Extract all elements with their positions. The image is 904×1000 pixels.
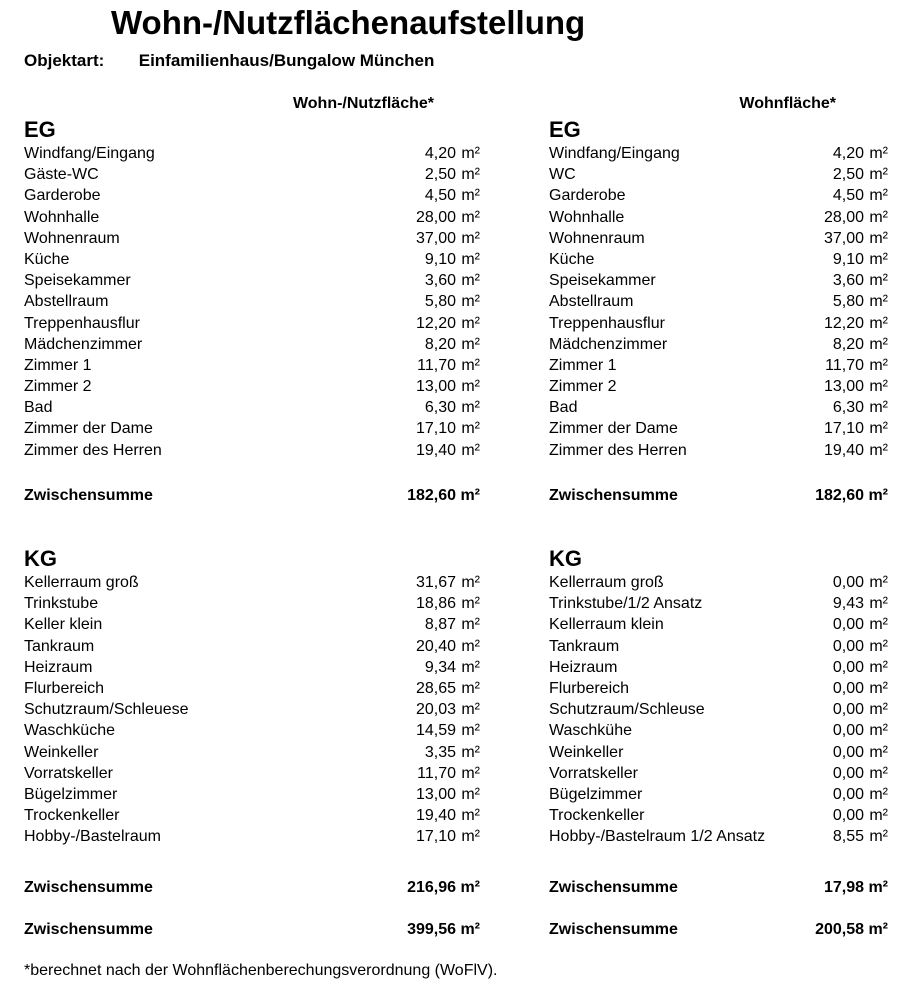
unit-label: m² [461,679,480,697]
unit-label: m² [869,574,888,591]
area-row [24,572,480,593]
area-row [549,614,888,635]
room-name: Hobby-/Bastelraum 1/2 Ansatz [549,828,766,846]
area-row [24,784,480,805]
room-name: Heizraum [549,658,618,676]
room-name: Vorratskeller [24,764,113,782]
subtotal-label: Zwischensumme [549,879,678,896]
area-value: 13,00 [415,378,456,396]
unit-label: m² [461,420,480,438]
area-row [549,720,888,741]
room-name: Tankraum [549,637,620,655]
area-value: 12,20 [415,314,456,332]
object-type-label: Objektart: [24,51,105,70]
room-name: Garderobe [24,187,101,205]
area-row [24,826,480,847]
area-value: 3,60 [832,272,864,290]
area-value: 8,20 [832,335,864,353]
unit-label: m² [869,743,888,761]
left-eg-section [24,117,480,461]
room-name: Heizraum [24,658,93,676]
room-name: Waschküche [24,722,115,740]
area-row [549,397,888,418]
room-name: Zimmer 2 [24,378,92,396]
area-value: 37,00 [823,229,864,247]
room-name: Zimmer des Herren [24,441,162,459]
area-row [24,805,480,826]
area-row [24,228,480,249]
unit-label: m² [869,187,888,205]
area-row [24,763,480,784]
right-total-row [549,919,888,940]
unit-label: m² [461,595,480,613]
area-value: 13,00 [415,785,456,803]
area-value: 4,50 [832,187,864,205]
left-eg-rows [24,143,480,461]
room-name: Gäste-WC [24,166,99,184]
room-name: Küche [24,250,70,268]
area-value: 0,00 [832,764,864,782]
left-eg-subtotal-row [24,485,480,506]
room-name: Weinkeller [24,743,99,761]
object-type-line [24,51,434,71]
area-value: 3,60 [424,272,456,290]
unit-label: m² [869,378,888,396]
unit-label: m² [460,487,480,504]
unit-label: m² [868,487,888,504]
total-label: Zwischensumme [549,921,678,938]
left-kg-title: KG [24,546,57,571]
unit-label: m² [869,764,888,782]
unit-label: m² [460,921,480,938]
area-value: 0,00 [832,722,864,740]
area-row [549,763,888,784]
left-kg-subtotal-block [24,877,480,898]
area-row [549,270,888,291]
area-value: 17,10 [415,420,456,438]
room-name: Wohnenraum [24,229,120,247]
area-row [549,742,888,763]
area-value: 8,87 [424,616,456,634]
unit-label: m² [461,574,480,591]
room-name: Bügelzimmer [24,785,118,803]
area-value: 19,40 [415,807,456,825]
area-value: 9,43 [832,595,864,613]
right-kg-title: KG [549,546,582,571]
area-row [24,440,480,461]
footnote: *berechnet nach der Wohnflächenberechungsverordnung (WoFlV). [24,962,498,979]
object-type-value: Einfamilienhaus/Bungalow München [138,51,435,70]
left-column-heading: Wohn-/Nutzfläche* [292,95,434,112]
area-value: 11,70 [417,764,456,782]
area-row [24,657,480,678]
area-row [24,376,480,397]
room-name: Tankraum [24,637,95,655]
unit-label: m² [461,701,480,719]
room-name: Windfang/Eingang [24,145,155,162]
room-name: Kellerraum klein [549,616,664,634]
area-value: 8,55 [832,828,864,846]
area-row [549,355,888,376]
area-value: 0,00 [832,679,864,697]
area-value: 8,20 [424,335,456,353]
area-row [24,355,480,376]
room-name: Zimmer des Herren [549,441,687,459]
room-name: Bad [24,399,53,417]
left-kg-rows [24,572,480,847]
area-value: 31,67 [415,574,456,591]
unit-label: m² [869,595,888,613]
left-total-row [24,919,480,940]
unit-label: m² [461,356,480,374]
area-row [549,418,888,439]
area-row [549,313,888,334]
room-name: Treppenhausflur [24,314,140,332]
area-row [24,185,480,206]
room-name: Trockenkeller [24,807,120,825]
left-eg-title: EG [24,117,56,142]
area-value: 6,30 [832,399,864,417]
area-row [549,699,888,720]
unit-label: m² [869,356,888,374]
subtotal-value: 216,96 [407,879,456,896]
area-value: 20,40 [415,637,456,655]
subtotal-value: 182,60 [407,487,456,504]
unit-label: m² [461,378,480,396]
area-value: 11,70 [417,356,456,374]
right-kg-section [549,546,888,847]
room-name: Bügelzimmer [549,785,643,803]
unit-label: m² [461,399,480,417]
left-total-block [24,919,480,940]
area-value: 4,20 [424,145,456,162]
unit-label: m² [461,637,480,655]
area-row [549,249,888,270]
room-name: Keller klein [24,616,103,634]
room-name: Zimmer 2 [549,378,617,396]
room-name: Treppenhausflur [549,314,665,332]
room-name: Speisekammer [549,272,656,290]
room-name: Mädchenzimmer [549,335,668,353]
subtotal-label: Zwischensumme [24,879,153,896]
unit-label: m² [461,250,480,268]
unit-label: m² [461,145,480,162]
subtotal-label: Zwischensumme [24,487,153,504]
area-row [24,334,480,355]
area-value: 0,00 [832,807,864,825]
room-name: WC [549,166,576,184]
area-value: 4,20 [832,145,864,162]
room-name: Küche [549,250,595,268]
subtotal-label: Zwischensumme [549,487,678,504]
left-kg-subtotal-row [24,877,480,898]
right-eg-rows [549,143,888,461]
unit-label: m² [461,187,480,205]
area-value: 3,35 [424,743,456,761]
total-value: 200,58 [815,921,864,938]
room-name: Zimmer der Dame [24,420,153,438]
area-value: 2,50 [832,166,864,184]
area-value: 20,03 [415,701,456,719]
area-row [549,334,888,355]
left-kg-section [24,546,480,847]
subtotal-value: 182,60 [815,487,864,504]
room-name: Flurbereich [549,679,630,697]
unit-label: m² [461,722,480,740]
unit-label: m² [461,743,480,761]
area-value: 13,00 [823,378,864,396]
room-name: Zimmer 1 [549,356,617,374]
area-value: 12,20 [823,314,864,332]
area-row [549,143,888,164]
unit-label: m² [461,764,480,782]
unit-label: m² [461,807,480,825]
area-value: 0,00 [832,616,864,634]
area-row [24,397,480,418]
room-name: Vorratskeller [549,764,638,782]
unit-label: m² [461,208,480,226]
area-value: 9,34 [424,658,456,676]
unit-label: m² [868,879,888,896]
room-name: Mädchenzimmer [24,335,143,353]
area-row [24,720,480,741]
area-row [24,636,480,657]
total-value: 399,56 [407,921,456,938]
unit-label: m² [461,314,480,332]
area-row [549,826,888,847]
unit-label: m² [869,658,888,676]
left-eg-subtotal-block [24,485,480,506]
unit-label: m² [869,441,888,459]
room-name: Zimmer 1 [24,356,92,374]
unit-label: m² [869,250,888,268]
right-eg-subtotal-block [549,485,888,506]
unit-label: m² [869,166,888,184]
unit-label: m² [461,229,480,247]
room-name: Speisekammer [24,272,131,290]
unit-label: m² [869,229,888,247]
unit-label: m² [869,420,888,438]
right-kg-subtotal-row [549,877,888,898]
area-row [549,805,888,826]
area-row [549,164,888,185]
room-name: Windfang/Eingang [549,145,680,162]
area-value: 0,00 [832,574,864,591]
area-value: 9,10 [424,250,456,268]
room-name: Schutzraum/Schleuese [24,701,189,719]
room-name: Zimmer der Dame [549,420,678,438]
unit-label: m² [460,879,480,896]
room-name: Trockenkeller [549,807,645,825]
area-row [549,228,888,249]
room-name: Kellerraum groß [24,574,139,591]
area-value: 28,00 [823,208,864,226]
area-row [549,440,888,461]
area-row [549,207,888,228]
room-name: Abstellraum [549,293,634,311]
unit-label: m² [869,208,888,226]
right-kg-subtotal-block [549,877,888,898]
unit-label: m² [461,166,480,184]
area-value: 6,30 [424,399,456,417]
subtotal-value: 17,98 [823,879,864,896]
area-row [24,143,480,164]
area-row [549,657,888,678]
area-value: 17,10 [415,828,456,846]
area-row [24,207,480,228]
area-row [549,376,888,397]
right-eg-subtotal-row [549,485,888,506]
area-value: 18,86 [415,595,456,613]
area-value: 0,00 [832,743,864,761]
area-value: 9,10 [832,250,864,268]
right-eg-title: EG [549,117,581,142]
room-name: Waschkühe [549,722,632,740]
area-value: 28,65 [415,679,456,697]
unit-label: m² [461,658,480,676]
unit-label: m² [868,921,888,938]
area-value: 0,00 [832,637,864,655]
area-row [549,593,888,614]
room-name: Wohnenraum [549,229,645,247]
area-row [549,291,888,312]
area-value: 19,40 [823,441,864,459]
unit-label: m² [869,314,888,332]
area-row [549,784,888,805]
unit-label: m² [869,293,888,311]
right-kg-rows [549,572,888,847]
area-value: 17,10 [823,420,864,438]
area-value: 5,80 [832,293,864,311]
area-row [549,572,888,593]
room-name: Garderobe [549,187,626,205]
area-row [549,636,888,657]
room-name: Kellerraum groß [549,574,664,591]
unit-label: m² [869,679,888,697]
area-row [24,164,480,185]
area-value: 0,00 [832,658,864,676]
unit-label: m² [869,785,888,803]
area-row [24,614,480,635]
room-name: Wohnhalle [24,208,100,226]
area-row [24,593,480,614]
document-title: Wohn-/Nutzflächenaufstellung [111,4,586,41]
room-name: Wohnhalle [549,208,625,226]
unit-label: m² [869,399,888,417]
room-name: Flurbereich [24,679,105,697]
unit-label: m² [869,828,888,846]
unit-label: m² [461,272,480,290]
unit-label: m² [869,807,888,825]
area-row [24,313,480,334]
unit-label: m² [869,701,888,719]
room-name: Trinkstube [24,595,99,613]
area-value: 14,59 [415,722,456,740]
area-row [24,418,480,439]
room-name: Schutzraum/Schleuse [549,701,705,719]
room-name: Bad [549,399,578,417]
unit-label: m² [461,293,480,311]
area-value: 0,00 [832,701,864,719]
area-value: 37,00 [415,229,456,247]
area-row [24,742,480,763]
unit-label: m² [869,272,888,290]
room-name: Trinkstube/1/2 Ansatz [549,595,703,613]
right-total-block [549,919,888,940]
unit-label: m² [461,616,480,634]
area-row [24,249,480,270]
area-value: 4,50 [424,187,456,205]
area-row [24,699,480,720]
area-value: 28,00 [415,208,456,226]
right-eg-section [549,117,888,461]
room-name: Abstellraum [24,293,109,311]
unit-label: m² [869,637,888,655]
unit-label: m² [869,616,888,634]
room-name: Hobby-/Bastelraum [24,828,161,846]
unit-label: m² [869,722,888,740]
area-row [24,291,480,312]
area-row [549,678,888,699]
area-row [24,678,480,699]
area-value: 11,70 [825,356,864,374]
area-row [549,185,888,206]
area-value: 0,00 [832,785,864,803]
room-name: Weinkeller [549,743,624,761]
area-value: 2,50 [424,166,456,184]
unit-label: m² [461,335,480,353]
area-row [24,270,480,291]
unit-label: m² [461,441,480,459]
unit-label: m² [461,785,480,803]
unit-label: m² [869,145,888,162]
area-value: 19,40 [415,441,456,459]
right-column-heading: Wohnfläche* [739,95,836,112]
total-label: Zwischensumme [24,921,153,938]
area-value: 5,80 [424,293,456,311]
unit-label: m² [461,828,480,846]
unit-label: m² [869,335,888,353]
